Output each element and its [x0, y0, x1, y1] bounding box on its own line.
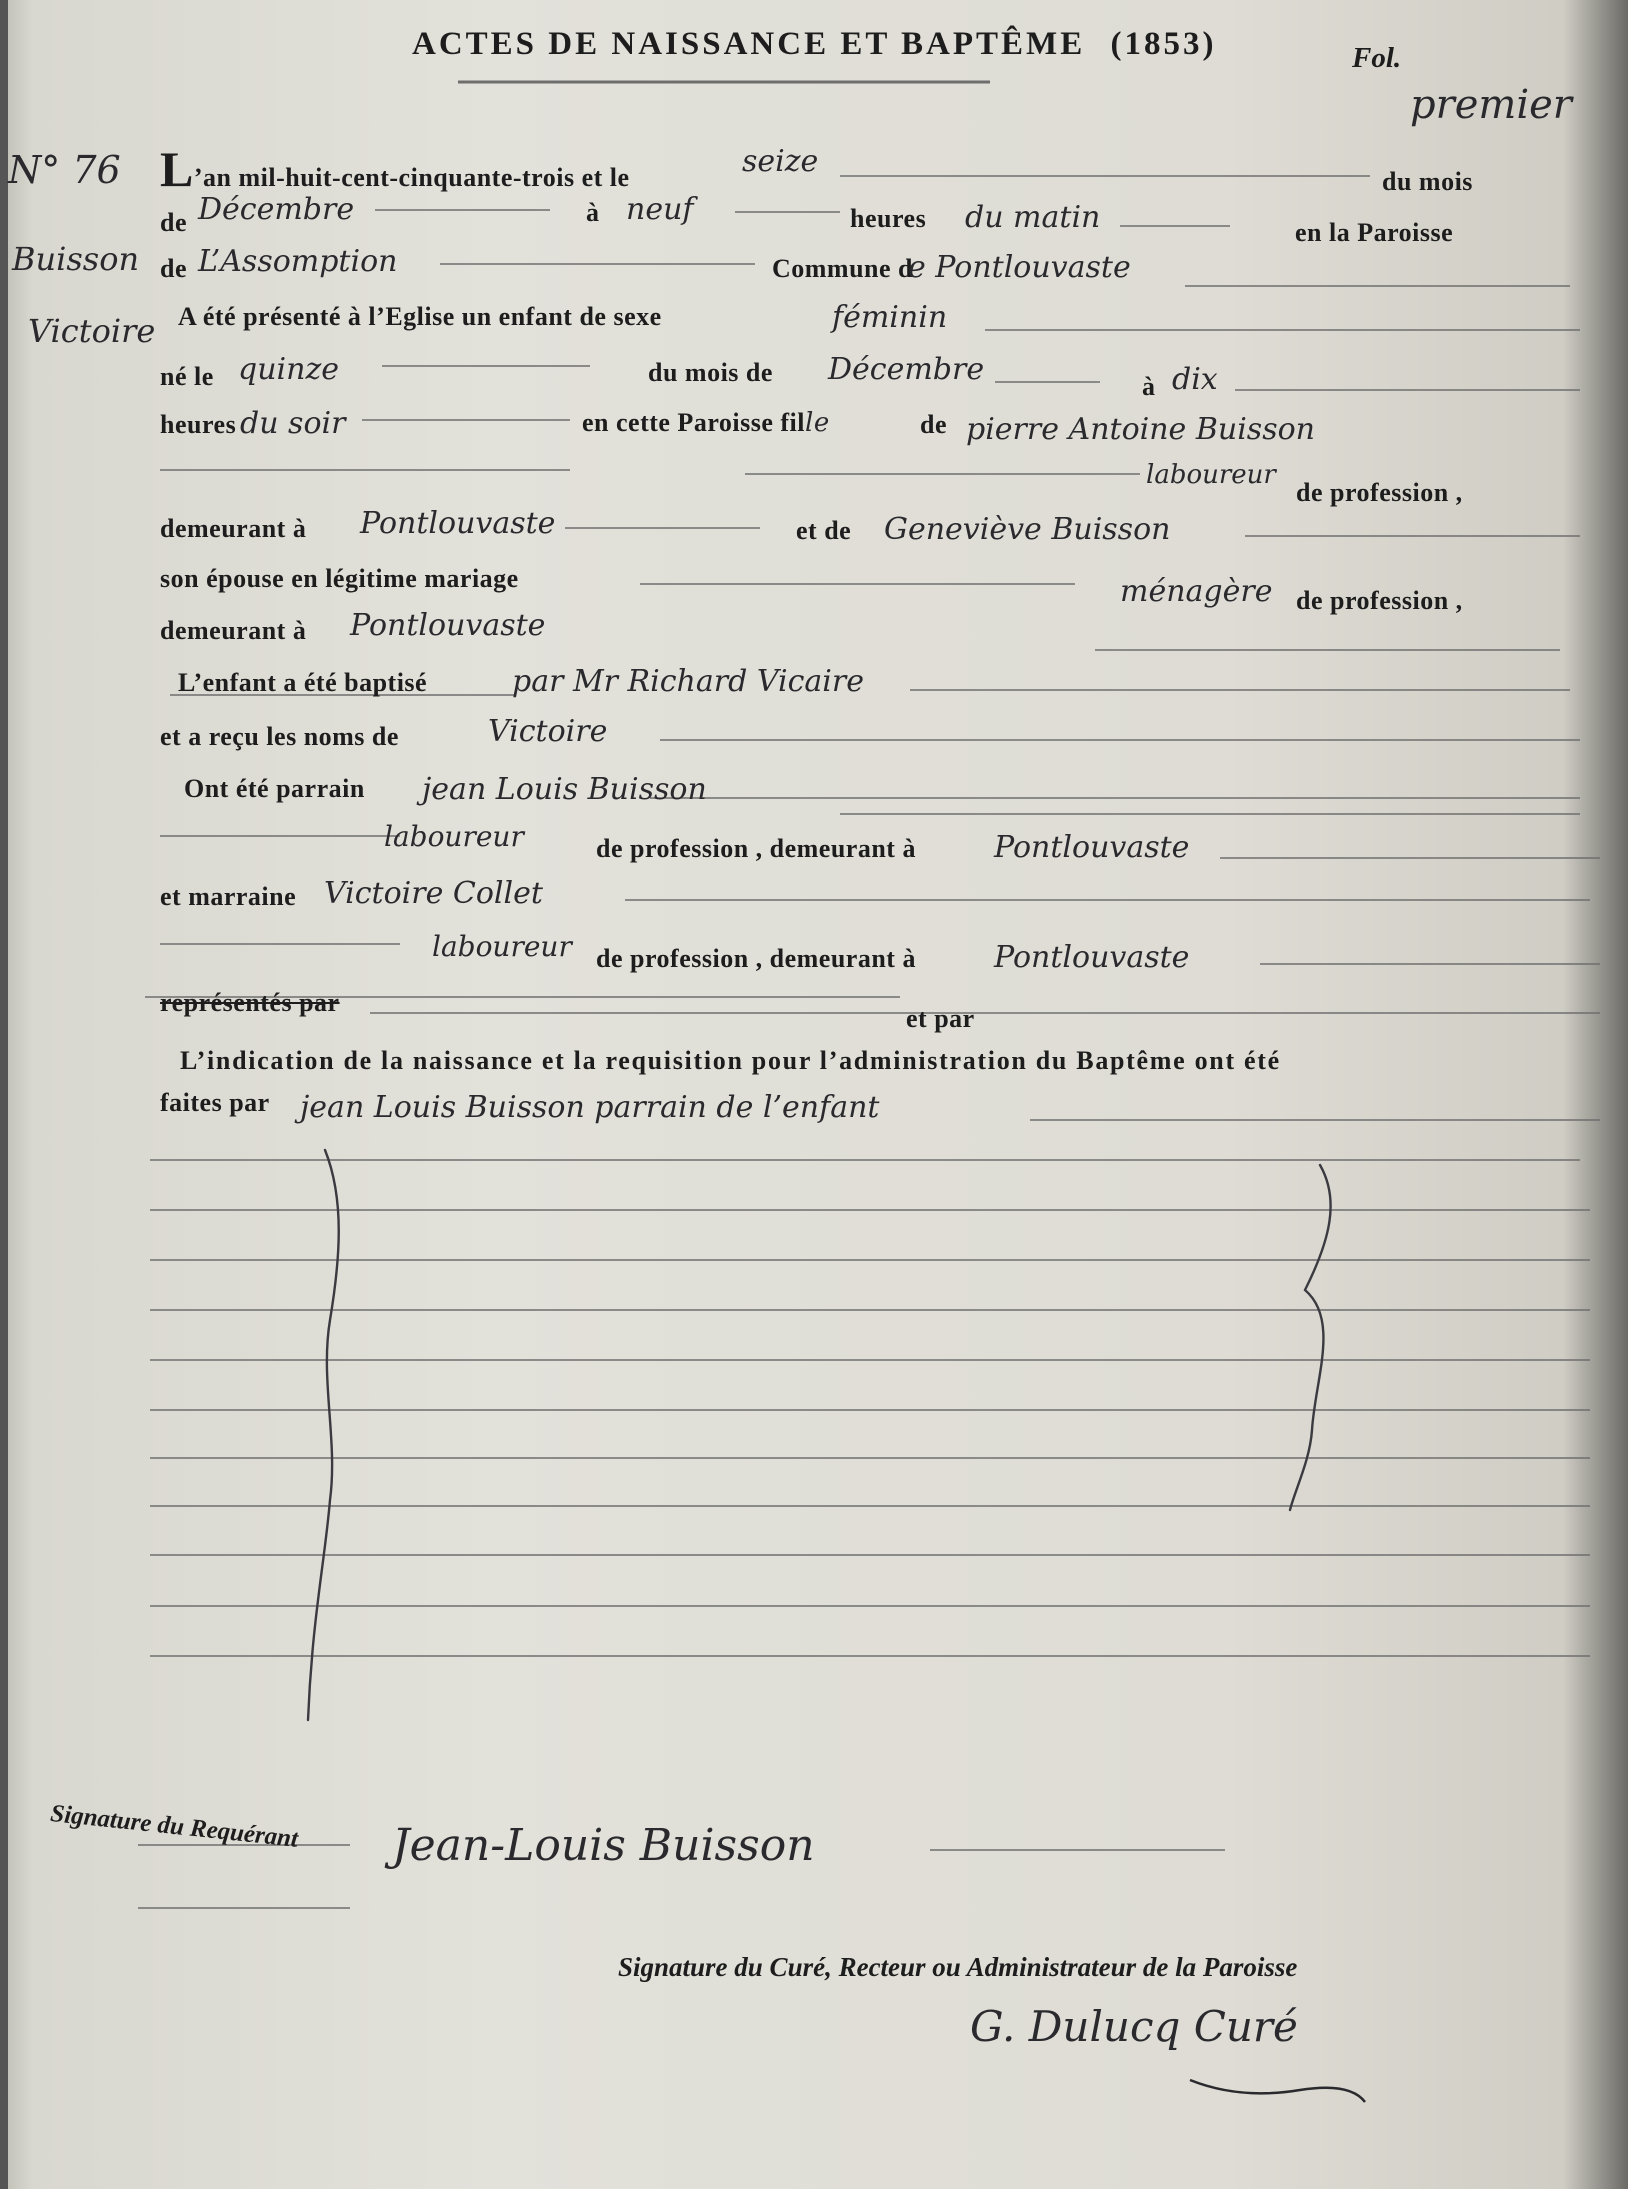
et-de-label: et de — [796, 516, 852, 545]
hour-value: neuf — [626, 192, 694, 227]
de-profession-label: de profession , — [1296, 478, 1463, 507]
names-value: Victoire — [488, 714, 608, 749]
en-la-paroisse-label: en la Paroisse — [1295, 218, 1454, 247]
requerant-label: Signature du Requérant — [49, 1800, 300, 1853]
de2-label: de — [160, 254, 187, 283]
baptise-label: L’enfant a été baptisé — [178, 668, 428, 697]
godfather-profession-value: laboureur — [384, 820, 524, 853]
day-value: seize — [742, 144, 819, 179]
birth-time-value: du soir — [240, 406, 346, 441]
cure-flourish — [1180, 2040, 1380, 2110]
godmother-profession-value: laboureur — [432, 930, 572, 963]
recu-noms-label: et a reçu les noms de — [160, 722, 399, 751]
birth-day-value: quinze — [238, 352, 340, 387]
presented-label: A été présenté à l’Eglise un enfant de sexe — [178, 302, 662, 331]
du-mois-label: du mois — [1382, 167, 1473, 196]
parish-value: L’Assomption — [198, 244, 398, 279]
month-value: Décembre — [198, 192, 355, 227]
intro-line — [160, 140, 630, 198]
demeurant-a-label: demeurant à — [160, 514, 307, 543]
son-epouse-label: son épouse en légitime mariage — [160, 564, 519, 593]
fil-label: en cette Paroisse fil — [582, 408, 805, 437]
requester-value: jean Louis Buisson parrain de l’enfant — [300, 1090, 880, 1125]
mother-value: Geneviève Buisson — [884, 512, 1171, 547]
commune-value: e Pontlouvaste — [908, 250, 1131, 285]
a2-label: à — [1142, 372, 1156, 401]
birth-month-value: Décembre — [828, 352, 985, 387]
en-cette-paroisse-label — [582, 408, 830, 438]
father-profession-value: laboureur — [1146, 460, 1276, 490]
commune-label: Commune d — [772, 254, 914, 283]
ne-le-label: né le — [160, 362, 214, 391]
cure-signature: G. Dulucq Curé — [970, 2002, 1298, 2051]
de-profession2-label: de profession , — [1296, 586, 1463, 615]
sex-value: féminin — [832, 300, 948, 335]
folio-value: premier — [1410, 82, 1572, 128]
time-of-day-value: du matin — [965, 200, 1101, 235]
birth-hour-value: dix — [1172, 362, 1218, 397]
folio-label: Fol. — [1352, 42, 1402, 74]
de-prof-dem2-label: de profession , demeurant à — [596, 944, 916, 973]
de-prof-dem-label: de profession , demeurant à — [596, 834, 916, 863]
margin-surname: Buisson — [12, 240, 140, 278]
father-value: pierre Antoine Buisson — [966, 412, 1315, 447]
marraine-label: et marraine — [160, 882, 297, 911]
representes-par-label: représentés par — [160, 988, 340, 1017]
parrain-label: Ont été parrain — [184, 774, 365, 803]
intro-dropcap: L — [160, 141, 194, 197]
demeurant-a2-label: demeurant à — [160, 616, 307, 645]
father-residence-value: Pontlouvaste — [360, 506, 556, 541]
godfather-value: jean Louis Buisson — [422, 772, 707, 807]
faites-par-label: faites par — [160, 1088, 270, 1117]
intro-text: ’an mil-huit-cent-cinquante-trois et le — [193, 163, 630, 192]
baptiser-value: par Mr Richard Vicaire — [512, 664, 864, 699]
de-label: de — [160, 208, 187, 237]
godmother-value: Victoire Collet — [324, 876, 543, 911]
margin-given-name: Victoire — [28, 312, 156, 350]
heures2-label: heures — [160, 410, 237, 439]
closing-brackets — [258, 1150, 1331, 1755]
mother-profession-value: ménagère — [1120, 574, 1273, 609]
a-label: à — [586, 198, 600, 227]
fil-suffix-value: le — [805, 408, 830, 438]
de3-label: de — [920, 410, 947, 439]
register-title — [412, 26, 1216, 63]
title-year: (1853) — [1110, 26, 1217, 62]
indication-line: L’indication de la naissance et la requisition pour l’administration du Baptême ont été — [180, 1046, 1281, 1075]
heures-label: heures — [850, 204, 927, 233]
mother-residence-value: Pontlouvaste — [350, 608, 546, 643]
cure-label: Signature du Curé, Recteur ou Administrateur de la Paroisse — [618, 1952, 1298, 1982]
margin-entry-number: N° 76 — [8, 148, 121, 192]
du-mois-de-label: du mois de — [648, 358, 773, 387]
requerant-signature: Jean-Louis Buisson — [392, 1820, 815, 1871]
title-text: ACTES DE NAISSANCE ET BAPTÊME — [412, 26, 1086, 62]
godmother-residence-value: Pontlouvaste — [994, 940, 1190, 975]
et-par-label: et par — [906, 1004, 975, 1033]
godfather-residence-value: Pontlouvaste — [994, 830, 1190, 865]
